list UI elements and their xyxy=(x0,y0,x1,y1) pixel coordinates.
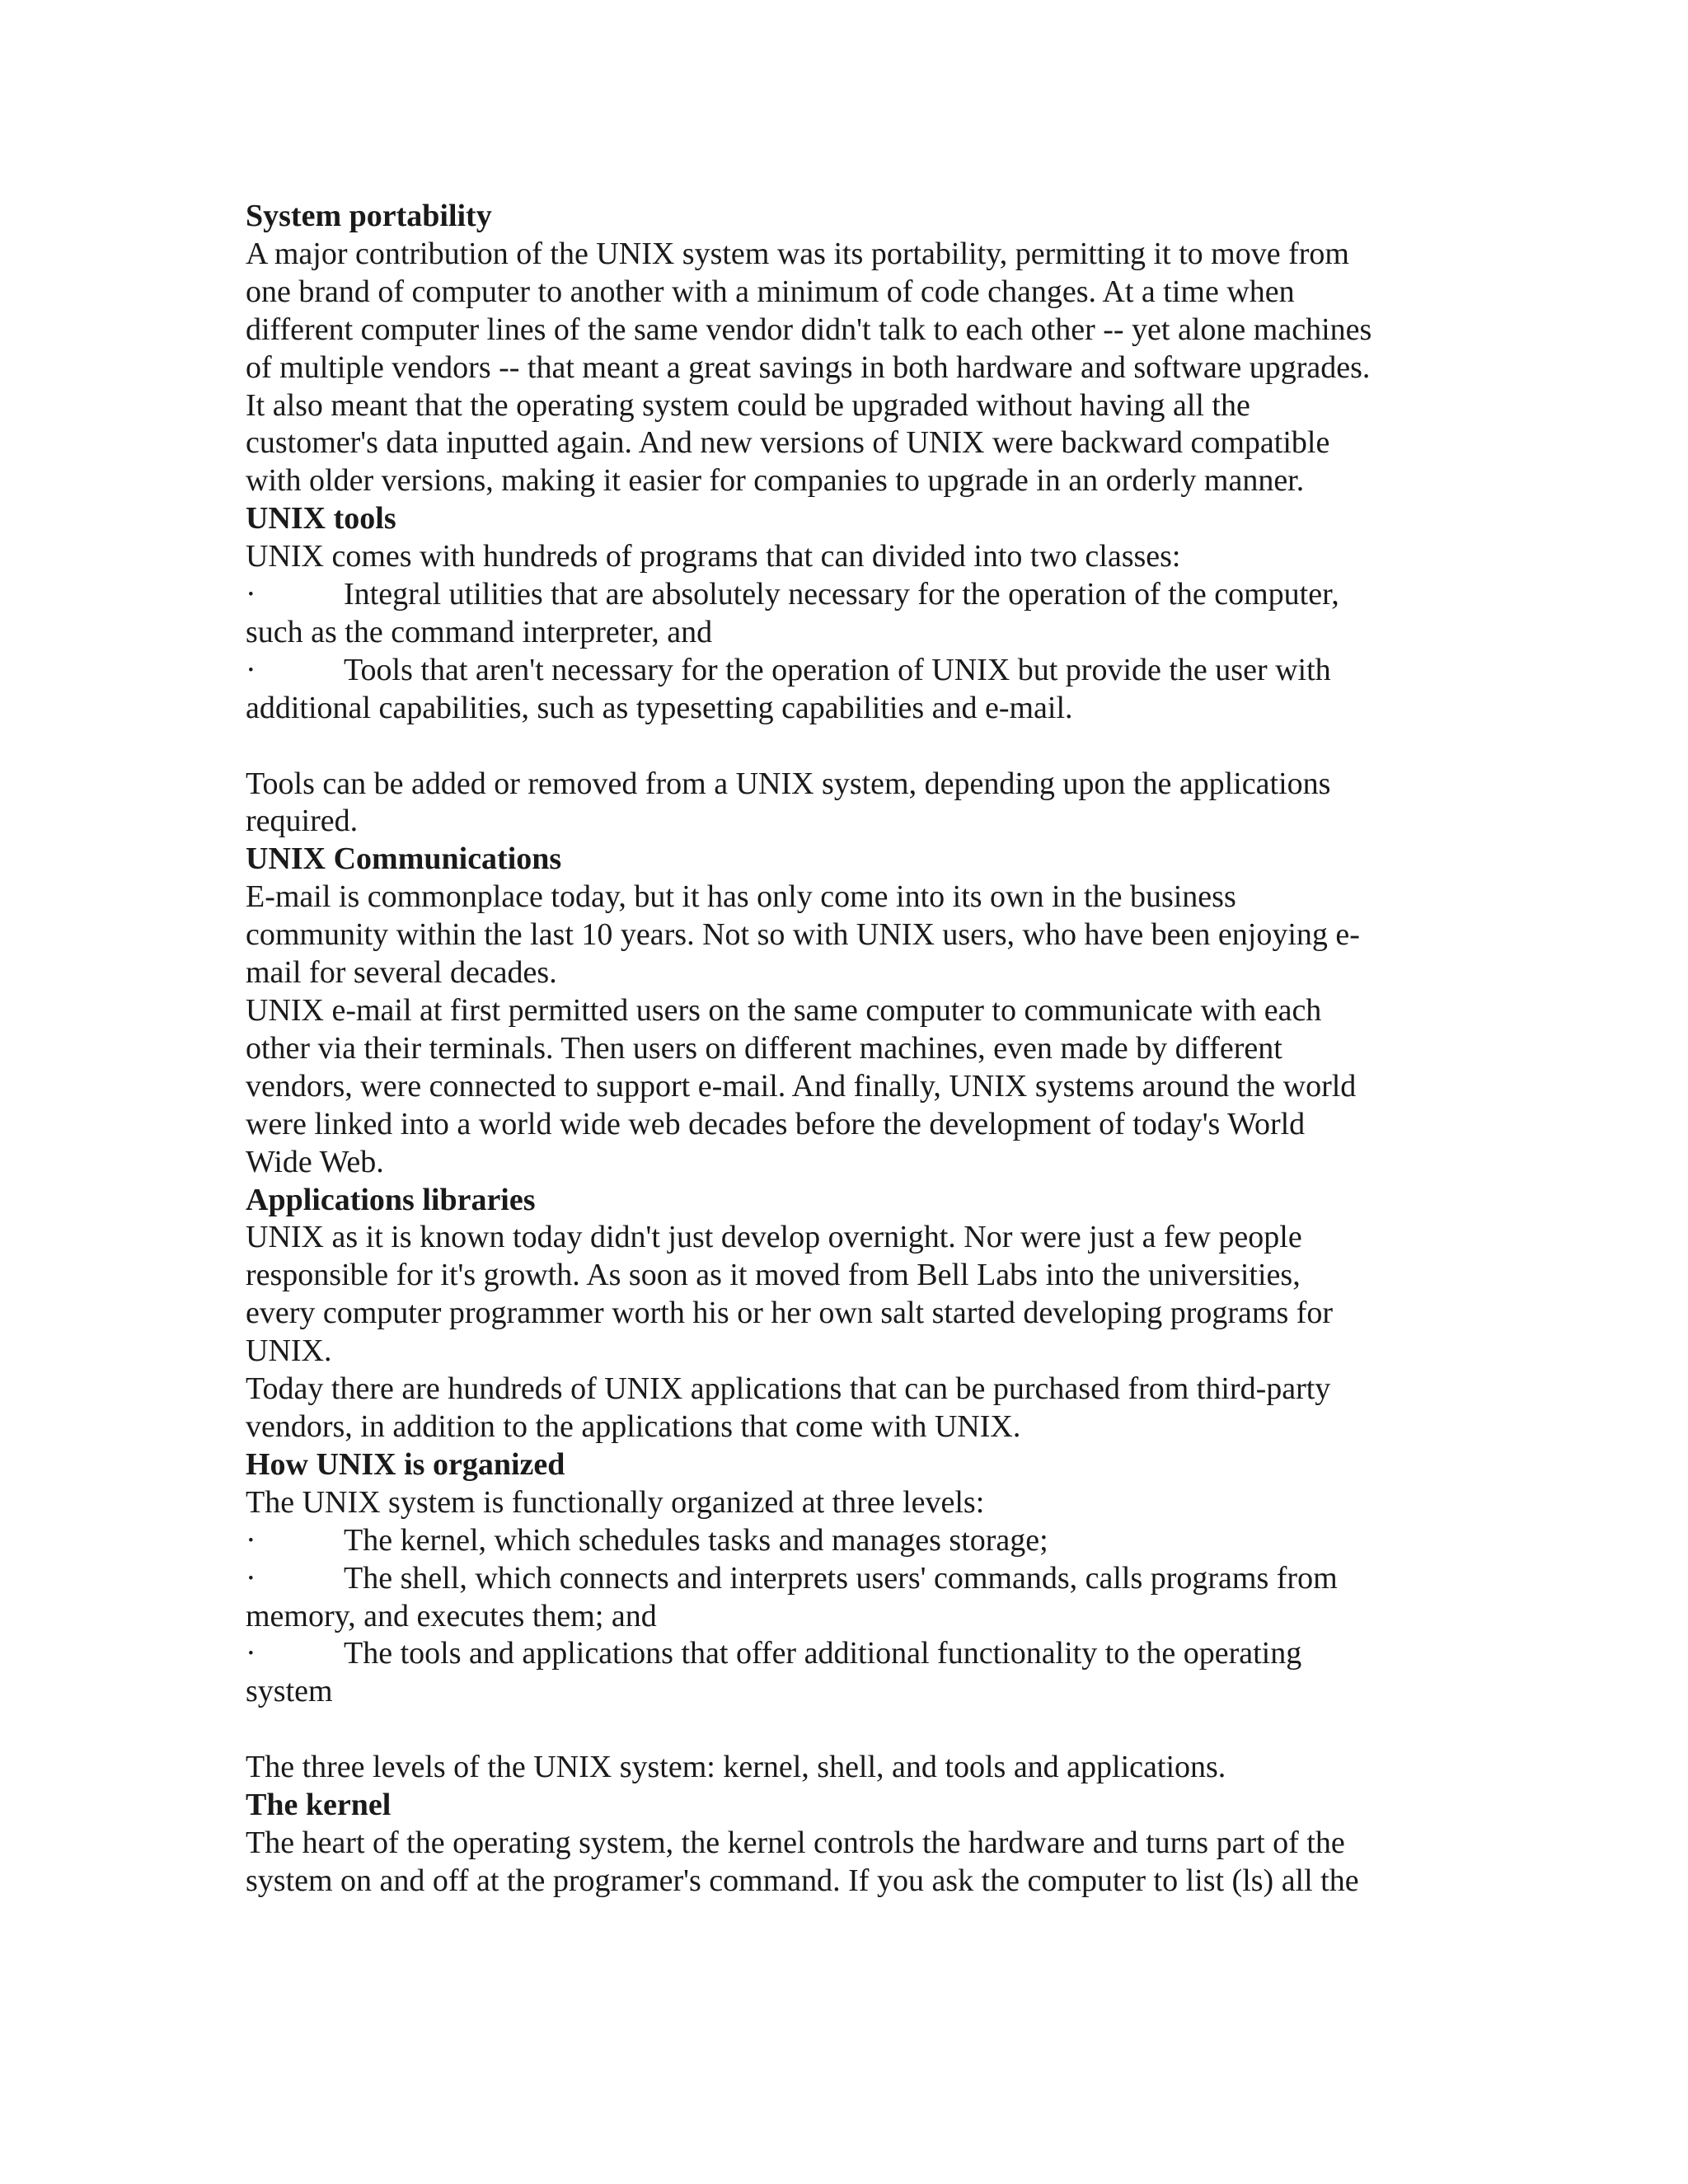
text-line: Tools can be added or removed from a UNIX system, depending upon the applications xyxy=(246,766,1331,801)
heading-system-portability: System portability xyxy=(246,199,492,233)
list-item-integral-utilities xyxy=(246,576,1449,652)
heading-how-unix-is-organized: How UNIX is organized xyxy=(246,1446,565,1482)
text-line: other via their terminals. Then users on different machines, even made by different xyxy=(246,1030,1282,1066)
blank-line xyxy=(246,1711,1449,1749)
paragraph-unix-email xyxy=(246,992,1449,1182)
list-item-text: The shell, which connects and interprets users' commands, calls programs from xyxy=(344,1560,1338,1596)
blank-line xyxy=(246,728,1449,766)
text-line: required. xyxy=(246,804,359,839)
text-line: vendors, were connected to support e-mail. And finally, UNIX systems around the world xyxy=(246,1068,1357,1104)
document-body xyxy=(246,198,1449,1900)
list-item-line xyxy=(246,1560,1449,1598)
list-item-text: Integral utilities that are absolutely necessary for the operation of the computer, xyxy=(344,577,1339,612)
text-line: additional capabilities, such as typesetting capabilities and e-mail. xyxy=(246,690,1073,725)
text-line: vendors, in addition to the applications that come with UNIX. xyxy=(246,1408,1021,1444)
paragraph-email-commonplace xyxy=(246,879,1449,992)
paragraph-unix-development xyxy=(246,1219,1449,1371)
text-line: community within the last 10 years. Not so with UNIX users, who have been enjoying e- xyxy=(246,917,1360,953)
text-line: system xyxy=(246,1674,333,1709)
text-line: memory, and executes them; and xyxy=(246,1598,657,1633)
text-line: It also meant that the operating system could be upgraded without having all the xyxy=(246,387,1250,423)
list-item-tools xyxy=(246,652,1449,728)
heading-unix-communications: UNIX Communications xyxy=(246,841,562,877)
bullet-icon: · xyxy=(246,652,256,687)
paragraph-portability xyxy=(246,236,1449,500)
text-line: with older versions, making it easier for companies to upgrade in an orderly manner. xyxy=(246,463,1305,499)
heading-applications-libraries: Applications libraries xyxy=(246,1182,536,1217)
list-item-text: The kernel, which schedules tasks and manages storage; xyxy=(344,1522,1048,1558)
heading-unix-tools: UNIX tools xyxy=(246,501,396,537)
list-item-kernel xyxy=(246,1522,1449,1560)
text-line: The heart of the operating system, the kernel controls the hardware and turns part of the xyxy=(246,1825,1345,1860)
list-item-text: Tools that aren't necessary for the operation of UNIX but provide the user with xyxy=(344,652,1331,687)
list-item-shell xyxy=(246,1560,1449,1636)
list-item-line xyxy=(246,1522,1449,1560)
text-line: Today there are hundreds of UNIX applications that can be purchased from third-party xyxy=(246,1371,1331,1407)
list-item-line xyxy=(246,1635,1449,1673)
paragraph-three-levels: The three levels of the UNIX system: kernel, shell, and tools and applications. xyxy=(246,1750,1226,1785)
text-line: Wide Web. xyxy=(246,1144,384,1179)
paragraph-levels-intro: The UNIX system is functionally organized at three levels: xyxy=(246,1484,985,1520)
text-line: E-mail is commonplace today, but it has only come into its own in the business xyxy=(246,879,1236,915)
text-line: UNIX. xyxy=(246,1333,332,1369)
heading-the-kernel: The kernel xyxy=(246,1788,392,1823)
text-line: of multiple vendors -- that meant a great savings in both hardware and software upgrades. xyxy=(246,349,1371,385)
paragraph-tools-intro: UNIX comes with hundreds of programs that can divided into two classes: xyxy=(246,539,1181,574)
text-line: every computer programmer worth his or her own salt started developing programs for xyxy=(246,1296,1334,1331)
text-line: such as the command interpreter, and xyxy=(246,614,713,649)
text-line: system on and off at the programer's command. If you ask the computer to list (ls) all the xyxy=(246,1863,1359,1898)
text-line: different computer lines of the same vendor didn't talk to each other -- yet alone machines xyxy=(246,312,1372,347)
bullet-icon: · xyxy=(246,1636,256,1671)
text-line: responsible for it's growth. As soon as it moved from Bell Labs into the universities, xyxy=(246,1258,1301,1293)
paragraph-third-party xyxy=(246,1371,1449,1446)
list-item-line xyxy=(246,576,1449,614)
list-item-text: The tools and applications that offer additional functionality to the operating xyxy=(344,1636,1302,1671)
text-line: A major contribution of the UNIX system was its portability, permitting it to move from xyxy=(246,236,1349,271)
text-line: were linked into a world wide web decades before the development of today's World xyxy=(246,1106,1306,1141)
bullet-icon: · xyxy=(246,1560,256,1596)
text-line: mail for several decades. xyxy=(246,955,557,991)
bullet-icon: · xyxy=(246,1522,256,1558)
text-line: UNIX as it is known today didn't just develop overnight. Nor were just a few people xyxy=(246,1220,1302,1255)
text-line: one brand of computer to another with a minimum of code changes. At a time when xyxy=(246,274,1295,309)
paragraph-tools-added xyxy=(246,766,1449,841)
list-item-tools-applications xyxy=(246,1635,1449,1711)
list-item-line xyxy=(246,652,1449,690)
text-line: UNIX e-mail at first permitted users on the same computer to communicate with each xyxy=(246,993,1322,1029)
text-line: customer's data inputted again. And new versions of UNIX were backward compatible xyxy=(246,425,1330,461)
paragraph-kernel xyxy=(246,1825,1449,1900)
bullet-icon: · xyxy=(246,577,256,612)
